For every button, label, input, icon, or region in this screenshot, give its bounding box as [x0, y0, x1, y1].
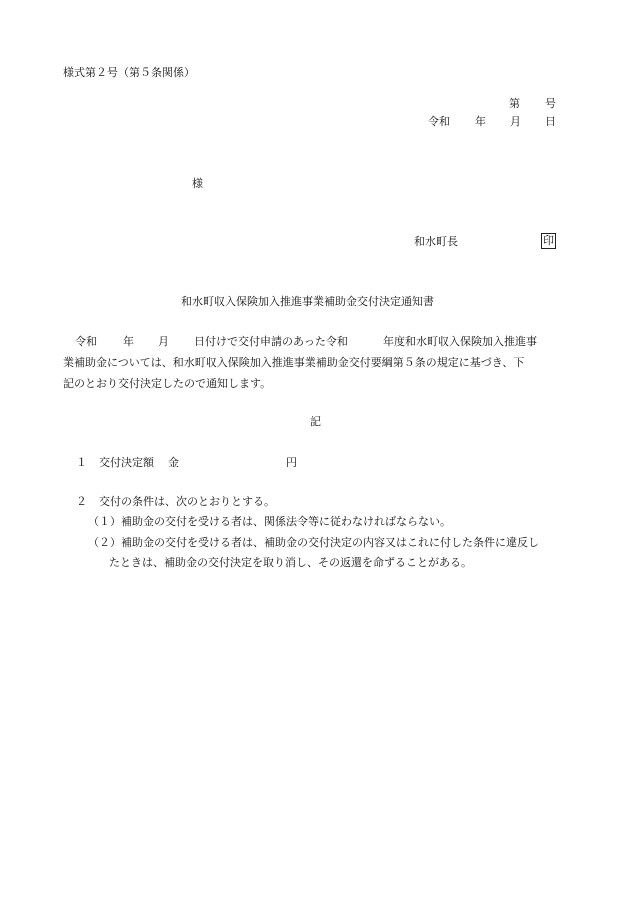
- body-line1-text2: 年度和水町収入保険加入推進事: [383, 335, 537, 348]
- form-label: 様式第２号（第５条関係）: [63, 66, 195, 79]
- item1-label: 交付決定額: [99, 456, 154, 469]
- ki-heading: 記: [310, 415, 321, 428]
- body-line1-year: 年: [123, 335, 134, 348]
- body-line1-text: 日付けで交付申請のあった令和: [194, 335, 348, 348]
- date-era: 令和: [428, 115, 450, 128]
- addressee-honorific: 様: [192, 177, 203, 190]
- body-line1-month: 月: [158, 335, 169, 348]
- item1-number: １: [76, 456, 87, 469]
- item2-label: 交付の条件は、次のとおりとする。: [99, 495, 275, 508]
- cond2-text: 補助金の交付を受ける者は、補助金の交付決定の内容又はこれに付した条件に違反し: [121, 536, 539, 549]
- body-line2: 業補助金については、和水町収入保険加入推進事業補助金交付要綱第５条の規定に基づき、下: [63, 356, 525, 369]
- body-line1-era: 令和: [75, 335, 97, 348]
- date-month: 月: [510, 115, 521, 128]
- body-line3: 記のとおり交付決定したので通知します。: [63, 377, 272, 390]
- cond1-text: 補助金の交付を受ける者は、関係法令等に従わなければならない。: [121, 515, 451, 528]
- item2-number: ２: [76, 495, 87, 508]
- number-dai: 第: [509, 97, 520, 110]
- cond2-text-cont: たときは、補助金の交付決定を取り消し、その返還を命ずることがある。: [109, 556, 472, 569]
- item1-yen: 円: [286, 456, 297, 469]
- issuer-title: 和水町長: [414, 235, 458, 248]
- cond1-number: （１）: [88, 515, 121, 528]
- date-year: 年: [475, 115, 486, 128]
- document-title: 和水町収入保険加入推進事業補助金交付決定通知書: [181, 295, 434, 308]
- cond2-number: （２）: [88, 536, 121, 549]
- seal-mark: 印: [543, 234, 554, 247]
- item1-kin: 金: [168, 456, 179, 469]
- seal-box: [541, 233, 556, 249]
- number-go: 号: [545, 97, 556, 110]
- date-day: 日: [545, 115, 556, 128]
